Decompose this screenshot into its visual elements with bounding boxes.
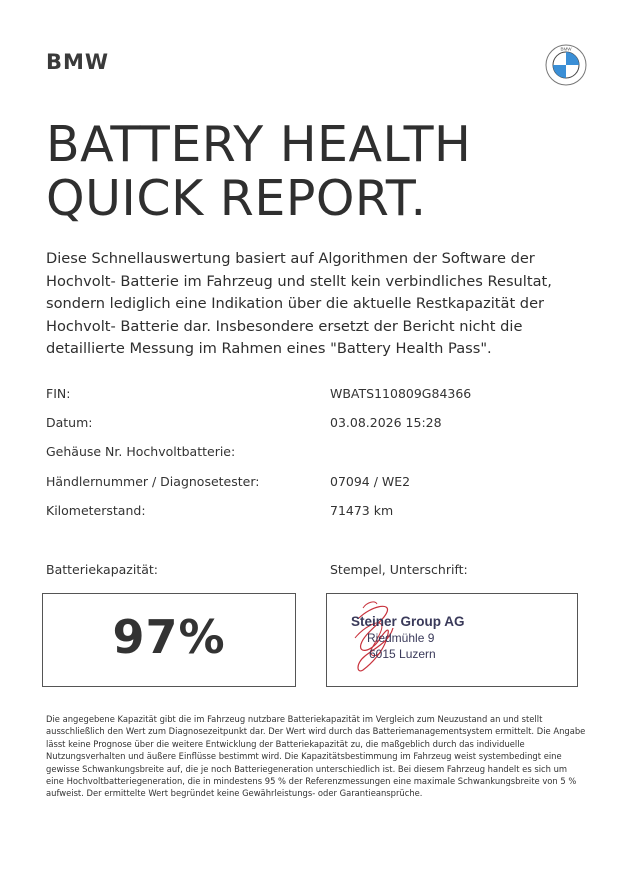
logo-letters: BMW — [560, 46, 572, 52]
capacity-value: 97% — [112, 610, 226, 664]
field-label-datum: Datum: — [46, 415, 93, 430]
title-line-1: BATTERY HEALTH — [46, 116, 472, 173]
field-value-haendler: 07094 / WE2 — [330, 474, 411, 489]
footnote-disclaimer: Die angegebene Kapazität gibt die im Fahrzeug nutzbare Batteriekapazität im Vergleich zum Neuzustand an und stellt ausschließlich den Wert zum Diagnosezeitpunkt dar. Der Wert wird durch das Batteriemanagementsystem ermittelt. Die Angabe lässt keine Prognose über die weitere Entwicklung der Batteriekapazität zu, die maßgeblich durch das individuelle Nutzungsverhalten und äußere Einflüsse bestimmt wird. Die Kapazitätsbestimmung im Fahrzeug weist systembedingt eine gewisse Schwankungsbreite auf, die je noch Batteriegeneration unterschiedlich ist. Bei diesem Fahrzeug handelt es sich um eine Hochvoltbatteriegeneration, die in mindestens 95 % der Referenzmessungen eine maximale Schwankungsbreite von 5 % aufweist. Der ermittelte Wert begründet keine Gewährleistungs- oder Garantieansprüche. — [46, 714, 586, 799]
capacity-box — [42, 593, 296, 687]
stamp-box — [326, 593, 578, 687]
stamp-company: Steiner Group AG — [351, 614, 465, 629]
stamp-label: Stempel, Unterschrift: — [330, 562, 468, 577]
capacity-label: Batteriekapazität: — [46, 562, 159, 577]
field-value-km: 71473 km — [330, 503, 394, 518]
intro-paragraph: Diese Schnellauswertung basiert auf Algorithmen der Software der Hochvolt- Batterie im Fahrzeug und stellt kein verbindliches Resultat, sondern lediglich eine Indikation über die aktuelle Restkapazität der Hochvolt- Batterie dar. Insbesondere ersetzt der Bericht nicht die detaillierte Messung im Rahmen eines "Battery Health Pass". — [46, 250, 552, 357]
field-label-gehaeuse: Gehäuse Nr. Hochvoltbatterie: — [46, 444, 236, 459]
dealer-stamp — [351, 614, 465, 661]
field-value-fin: WBATS110809G84366 — [330, 386, 472, 401]
title-line-2: QUICK REPORT. — [46, 170, 427, 227]
field-label-fin: FIN: — [46, 386, 71, 401]
field-value-datum: 03.08.2026 15:28 — [330, 415, 442, 430]
bmw-roundel-icon — [545, 44, 587, 86]
field-label-km: Kilometerstand: — [46, 503, 146, 518]
field-label-haendler: Händlernummer / Diagnosetester: — [46, 474, 260, 489]
stamp-city: 6015 Luzern — [369, 647, 436, 661]
report-title — [46, 118, 471, 226]
brand-name: BMW — [46, 50, 110, 74]
stamp-street: Riedmühle 9 — [367, 631, 435, 645]
